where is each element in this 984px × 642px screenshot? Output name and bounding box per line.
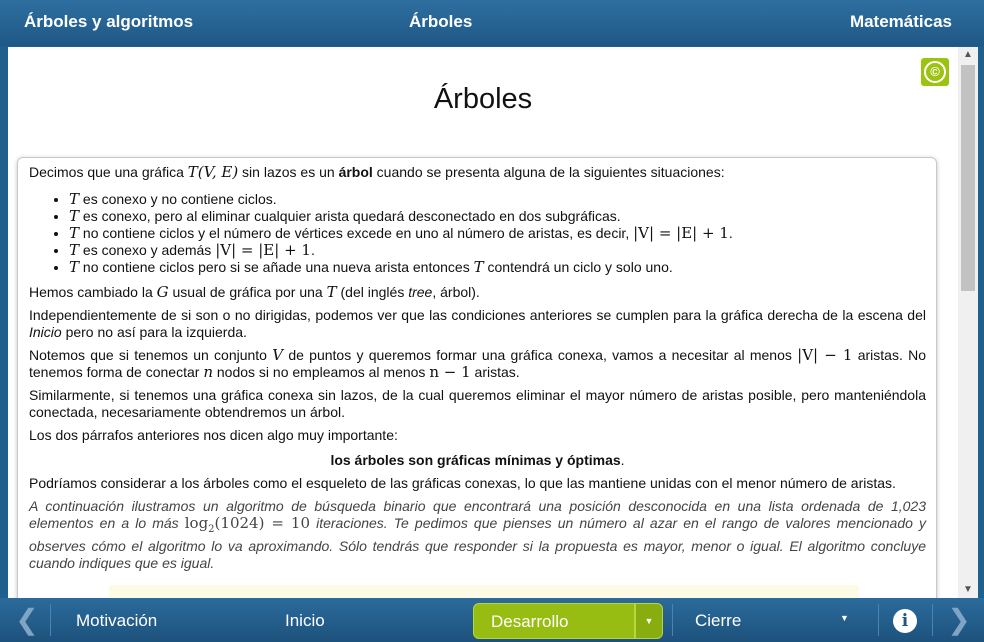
section-title: Árboles bbox=[409, 12, 473, 31]
content-box bbox=[17, 157, 937, 598]
tab-desarrollo[interactable] bbox=[473, 603, 635, 639]
chevron-left-icon[interactable]: ❮ bbox=[15, 604, 39, 635]
paragraph-notation: Hemos cambiado la G usual de gráfica por una T (del inglés tree, árbol). bbox=[29, 283, 480, 301]
bottom-navigation bbox=[0, 598, 984, 642]
content-panel bbox=[8, 47, 958, 598]
paragraph-edges: Notemos que si tenemos un conjunto V de puntos y queremos formar una gráfica conexa, vamos a necesitar al menos |V| − 1 aristas. No tenemos forma de conectar n nodos si no empleamos al menos n − 1 aristas. bbox=[29, 346, 927, 381]
page-title: Árboles bbox=[433, 83, 533, 115]
algorithm-scene[interactable] bbox=[109, 585, 859, 598]
tab-motivacion[interactable]: Motivación bbox=[76, 611, 158, 630]
desarrollo-dropdown-icon[interactable]: ▼ bbox=[635, 603, 663, 639]
scroll-up-icon[interactable]: ▲ bbox=[963, 49, 973, 60]
paragraph-algorithm: A continuación ilustramos un algoritmo de búsqueda binario que encontrará una posición desconocida en una lista ordenada de 1,023 elementos en a lo más $\log_2(1024) = 10$ iteraciones. Te pedimos que pienses un número al azar en el rango de valores mencionado y observes cómo el algoritmo lo va aproximando. Sólo tendrás que responder si la propuesta es mayor, menor o igual. El algoritmo concluye cuando indiques que es igual. bbox=[29, 498, 926, 571]
list-item: • T es conexo, pero al eliminar cualquier arista quedará desconectado en dos subgráficas. bbox=[69, 208, 926, 225]
divider bbox=[50, 604, 51, 636]
paragraph-directed: Independientemente de si son o no dirigidas, podemos ver que las condiciones anteriores se cumplen para la gráfica derecha de la escena del Inicio pero no así para la izquierda. bbox=[29, 307, 926, 340]
divider bbox=[932, 604, 933, 636]
chevron-right-icon[interactable]: ❯ bbox=[947, 604, 971, 635]
list-item: • T es conexo y además |V| = |E| + 1. bbox=[69, 242, 926, 259]
scroll-down-icon[interactable]: ▼ bbox=[963, 584, 973, 595]
copyright-icon: © bbox=[924, 61, 946, 83]
divider bbox=[878, 604, 879, 636]
tab-cierre[interactable]: Cierre bbox=[695, 611, 742, 630]
cierre-dropdown-icon[interactable]: ▼ bbox=[840, 613, 849, 623]
paragraph-skeleton: Podríamos considerar a los árboles como el esqueleto de las gráficas conexas, lo que las mantiene unidas con el menor número de aristas. bbox=[29, 475, 896, 491]
divider bbox=[672, 604, 673, 636]
list-item: • T no contiene ciclos y el número de vértices excede en uno al número de aristas, es decir, |V| = |E| + 1. bbox=[69, 225, 926, 242]
top-header bbox=[0, 0, 984, 46]
scroll-thumb[interactable] bbox=[961, 65, 975, 291]
list-item: • T es conexo y no contiene ciclos. bbox=[69, 191, 926, 208]
intro-paragraph: Decimos que una gráfica T(V, E) sin lazos es un árbol cuando se presenta alguna de la siguientes situaciones: bbox=[29, 163, 725, 181]
tab-desarrollo-label: Desarrollo bbox=[491, 612, 569, 631]
paragraph-similarly: Similarmente, si tenemos una gráfica conexa sin lazos, de la cual queremos eliminar el mayor número de aristas posible, pero manteniéndola conectada, necesariamente obtendremos un árbol. bbox=[29, 387, 926, 420]
paragraph-important: Los dos párrafos anteriores nos dicen algo muy importante: bbox=[29, 427, 398, 443]
highlight-statement: los árboles son gráficas mínimas y óptimas. bbox=[330, 452, 625, 468]
info-icon[interactable]: i bbox=[893, 609, 917, 633]
tab-inicio[interactable]: Inicio bbox=[285, 611, 325, 630]
vertical-scrollbar[interactable] bbox=[958, 47, 978, 598]
copyright-button[interactable] bbox=[921, 58, 949, 86]
subject-title: Matemáticas bbox=[849, 12, 952, 31]
list-item: • T no contiene ciclos pero si se añade una nueva arista entonces T contendrá un ciclo y solo uno. bbox=[69, 259, 926, 276]
unit-title: Árboles y algoritmos bbox=[24, 12, 194, 31]
conditions-list bbox=[29, 191, 926, 276]
